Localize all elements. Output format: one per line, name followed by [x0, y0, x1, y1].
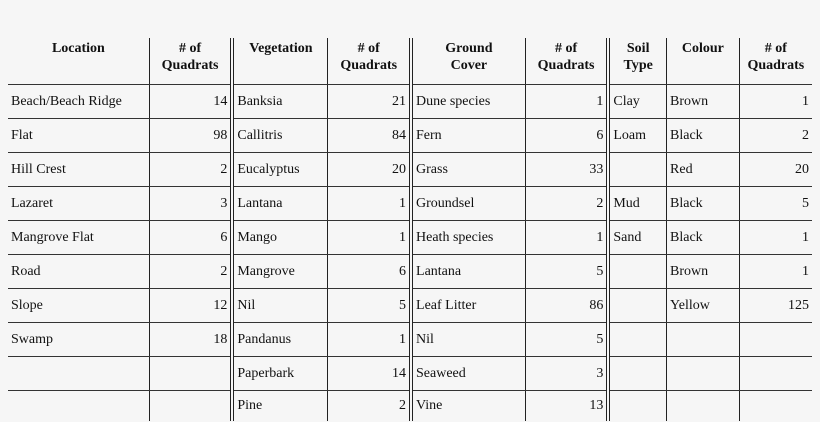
header-text-line2: Quadrats	[747, 58, 805, 73]
header-colour-text: Colour	[681, 41, 724, 56]
header-text-line2: Cover	[450, 58, 488, 73]
ground-cover-cell: Vine	[411, 391, 525, 422]
header-text-line1: # of	[554, 41, 578, 56]
vegetation-cell: Pandanus	[232, 323, 328, 357]
quadrat-table	[8, 38, 812, 421]
table-row	[8, 289, 812, 323]
header-vegetation-text: Vegetation	[249, 41, 313, 56]
header-ground-cover-quadrats	[525, 38, 608, 85]
location-quadrats-cell: 2	[149, 255, 232, 289]
colour-quadrats-cell: 2	[739, 119, 812, 153]
location-quadrats-cell: 98	[149, 119, 232, 153]
colour-cell: Black	[667, 119, 740, 153]
colour-quadrats-cell	[739, 323, 812, 357]
header-text-line2: Quadrats	[340, 58, 398, 73]
header-location-text: Location	[51, 41, 105, 56]
location-quadrats-cell	[149, 391, 232, 422]
ground-cover-quadrats-cell: 13	[525, 391, 608, 422]
table-row	[8, 119, 812, 153]
header-row	[8, 38, 812, 85]
ground-cover-cell: Heath species	[411, 221, 525, 255]
colour-quadrats-cell	[739, 357, 812, 391]
colour-quadrats-cell: 5	[739, 187, 812, 221]
ground-cover-quadrats-cell: 1	[525, 221, 608, 255]
table-row	[8, 255, 812, 289]
header-soil-type	[608, 38, 666, 85]
location-cell: Road	[8, 255, 149, 289]
ground-cover-cell: Groundsel	[411, 187, 525, 221]
ground-cover-cell: Seaweed	[411, 357, 525, 391]
ground-cover-cell: Dune species	[411, 85, 525, 119]
vegetation-cell: Mango	[232, 221, 328, 255]
ground-cover-cell: Leaf Litter	[411, 289, 525, 323]
colour-quadrats-cell: 1	[739, 221, 812, 255]
location-quadrats-cell	[149, 357, 232, 391]
vegetation-cell: Lantana	[232, 187, 328, 221]
location-quadrats-cell: 6	[149, 221, 232, 255]
location-quadrats-cell: 14	[149, 85, 232, 119]
colour-cell: Black	[667, 187, 740, 221]
colour-quadrats-cell: 1	[739, 85, 812, 119]
table-row	[8, 323, 812, 357]
vegetation-cell: Mangrove	[232, 255, 328, 289]
colour-cell: Brown	[667, 85, 740, 119]
vegetation-quadrats-cell: 21	[328, 85, 411, 119]
vegetation-cell: Callitris	[232, 119, 328, 153]
ground-cover-quadrats-cell: 86	[525, 289, 608, 323]
soil-type-cell: Loam	[608, 119, 666, 153]
vegetation-quadrats-cell: 20	[328, 153, 411, 187]
table-row	[8, 187, 812, 221]
vegetation-quadrats-cell: 5	[328, 289, 411, 323]
location-quadrats-cell: 12	[149, 289, 232, 323]
vegetation-cell: Eucalyptus	[232, 153, 328, 187]
header-text-line1: # of	[357, 41, 380, 56]
location-cell	[8, 391, 149, 422]
header-colour-quadrats	[739, 38, 812, 85]
colour-cell	[667, 391, 740, 422]
table-row	[8, 153, 812, 187]
soil-type-cell	[608, 357, 666, 391]
location-cell: Swamp	[8, 323, 149, 357]
colour-cell	[667, 323, 740, 357]
soil-type-cell	[608, 323, 666, 357]
soil-type-cell: Sand	[608, 221, 666, 255]
header-text-line2: Type	[623, 58, 653, 73]
header-text-line2: Quadrats	[537, 58, 595, 73]
location-cell: Slope	[8, 289, 149, 323]
header-text-line2: Quadrats	[161, 58, 219, 73]
ground-cover-quadrats-cell: 5	[525, 255, 608, 289]
vegetation-quadrats-cell: 1	[328, 221, 411, 255]
vegetation-cell: Pine	[232, 391, 328, 422]
vegetation-cell: Banksia	[232, 85, 328, 119]
soil-type-cell: Mud	[608, 187, 666, 221]
colour-cell: Black	[667, 221, 740, 255]
table-row	[8, 391, 812, 422]
location-cell: Lazaret	[8, 187, 149, 221]
ground-cover-quadrats-cell: 2	[525, 187, 608, 221]
location-quadrats-cell: 18	[149, 323, 232, 357]
table-row	[8, 357, 812, 391]
ground-cover-quadrats-cell: 33	[525, 153, 608, 187]
ground-cover-cell: Nil	[411, 323, 525, 357]
location-quadrats-cell: 3	[149, 187, 232, 221]
colour-quadrats-cell	[739, 391, 812, 422]
ground-cover-quadrats-cell: 5	[525, 323, 608, 357]
header-text-line1: # of	[764, 41, 787, 56]
colour-cell: Brown	[667, 255, 740, 289]
colour-cell	[667, 357, 740, 391]
header-vegetation	[232, 38, 328, 85]
soil-type-cell	[608, 391, 666, 422]
location-cell: Hill Crest	[8, 153, 149, 187]
vegetation-quadrats-cell: 1	[328, 187, 411, 221]
ground-cover-cell: Fern	[411, 119, 525, 153]
vegetation-cell: Paperbark	[232, 357, 328, 391]
vegetation-cell: Nil	[232, 289, 328, 323]
table-row	[8, 221, 812, 255]
soil-type-cell	[608, 255, 666, 289]
location-quadrats-cell: 2	[149, 153, 232, 187]
soil-type-cell	[608, 289, 666, 323]
table-body	[8, 85, 812, 422]
colour-cell: Yellow	[667, 289, 740, 323]
location-cell	[8, 357, 149, 391]
vegetation-quadrats-cell: 2	[328, 391, 411, 422]
ground-cover-cell: Grass	[411, 153, 525, 187]
vegetation-quadrats-cell: 14	[328, 357, 411, 391]
colour-quadrats-cell: 1	[739, 255, 812, 289]
header-ground-cover	[411, 38, 525, 85]
header-text-line1: Ground	[445, 41, 493, 56]
ground-cover-quadrats-cell: 6	[525, 119, 608, 153]
table-row	[8, 85, 812, 119]
colour-quadrats-cell: 125	[739, 289, 812, 323]
vegetation-quadrats-cell: 84	[328, 119, 411, 153]
location-cell: Mangrove Flat	[8, 221, 149, 255]
soil-type-cell: Clay	[608, 85, 666, 119]
vegetation-quadrats-cell: 1	[328, 323, 411, 357]
soil-type-cell	[608, 153, 666, 187]
ground-cover-cell: Lantana	[411, 255, 525, 289]
header-location-quadrats	[149, 38, 232, 85]
colour-cell: Red	[667, 153, 740, 187]
header-location	[8, 38, 149, 85]
ground-cover-quadrats-cell: 3	[525, 357, 608, 391]
location-cell: Flat	[8, 119, 149, 153]
colour-quadrats-cell: 20	[739, 153, 812, 187]
header-vegetation-quadrats	[328, 38, 411, 85]
header-colour	[667, 38, 740, 85]
header-text-line1: # of	[178, 41, 202, 56]
location-cell: Beach/Beach Ridge	[8, 85, 149, 119]
vegetation-quadrats-cell: 6	[328, 255, 411, 289]
ground-cover-quadrats-cell: 1	[525, 85, 608, 119]
header-text-line1: Soil	[626, 41, 650, 56]
